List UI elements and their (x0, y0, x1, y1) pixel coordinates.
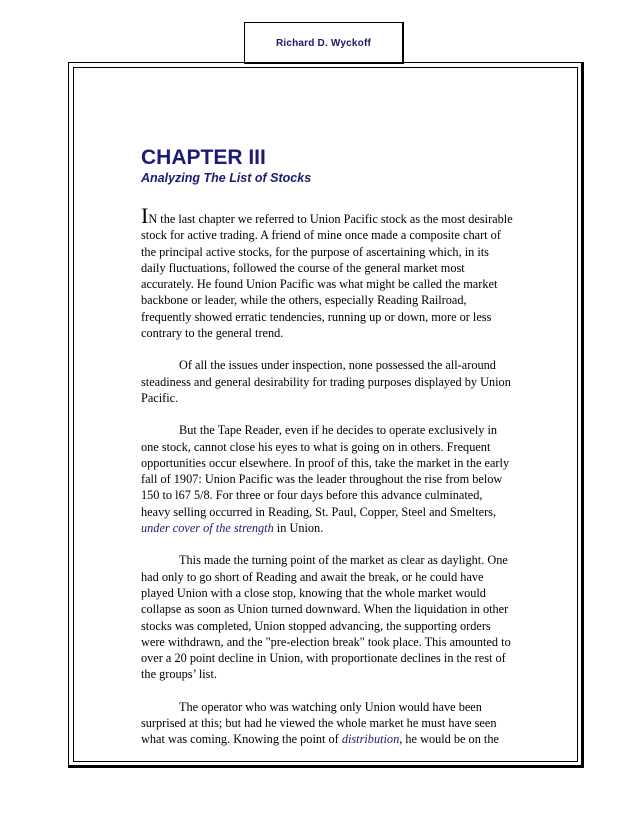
chapter-title: CHAPTER III (141, 146, 266, 169)
paragraph-2: Of all the issues under inspection, none possessed the all-around steadiness and general desirability for trading purposes displayed by Union Pacific. (141, 358, 511, 405)
running-header-title: Richard D. Wyckoff (275, 38, 372, 49)
running-header-box (244, 22, 404, 64)
paragraph-3-text-after: in Union. (273, 521, 324, 536)
drop-cap: I (141, 203, 149, 228)
chapter-subtitle: Analyzing The List of Stocks (141, 171, 312, 185)
chapter-content (141, 146, 514, 764)
paragraph-5 (141, 699, 514, 748)
paragraph-4: This made the turning point of the market as clear as daylight. One had only to go short of Reading and await the break, or he could have played Union with a close stop, knowing that the whole market would collapse as soon as Union turned downward. When the liquidation in other stocks was completed, Union stopped advancing, the supporting orders were withdrawn, and the "pre-election break" took place. This amounted to over a 20 point decline in Union, with proportionate declines in the rest of the groups’ list. (141, 553, 511, 682)
paragraph-5-text-before: The operator who was watching only Union would have been surprised at this; but had he viewed the whole market he must have seen what was coming. Knowing the point of (141, 699, 497, 747)
paragraph-5-emphasis: distribution (341, 732, 400, 747)
paragraph-3 (141, 422, 514, 536)
paragraph-1 (141, 203, 514, 341)
paragraph-5-text-after: , he would be on the (399, 732, 499, 747)
paragraph-3-text-before: But the Tape Reader, even if he decides to operate exclusively in one stock, cannot close his eyes to what is going on in others. Frequent opportunities occur elsewhere. In proof of this, take the market in the early fall of 1907: Union Pacific was the leader throughout the rise from below 150 to l67 5/8. For three or four days before this advance culminated, heavy selling occurred in Reading, St. Paul, Copper, Steel and Smelters, (141, 423, 510, 519)
paragraph-3-emphasis: under cover of the strength (141, 521, 274, 536)
paragraph-1-text: N the last chapter we referred to Union Pacific stock as the most desirable stock for active trading. A friend of mine once made a composite chart of the principal active stocks, for the purpose of ascertaining which, in its daily fluctuations, followed the course of the general market most accurately. He found Union Pacific was what might be called the market backbone or leader, while the others, especially Reading Railroad, frequently showed erratic tendencies, running up or down, more or less contrary to the general trend. (141, 212, 513, 341)
